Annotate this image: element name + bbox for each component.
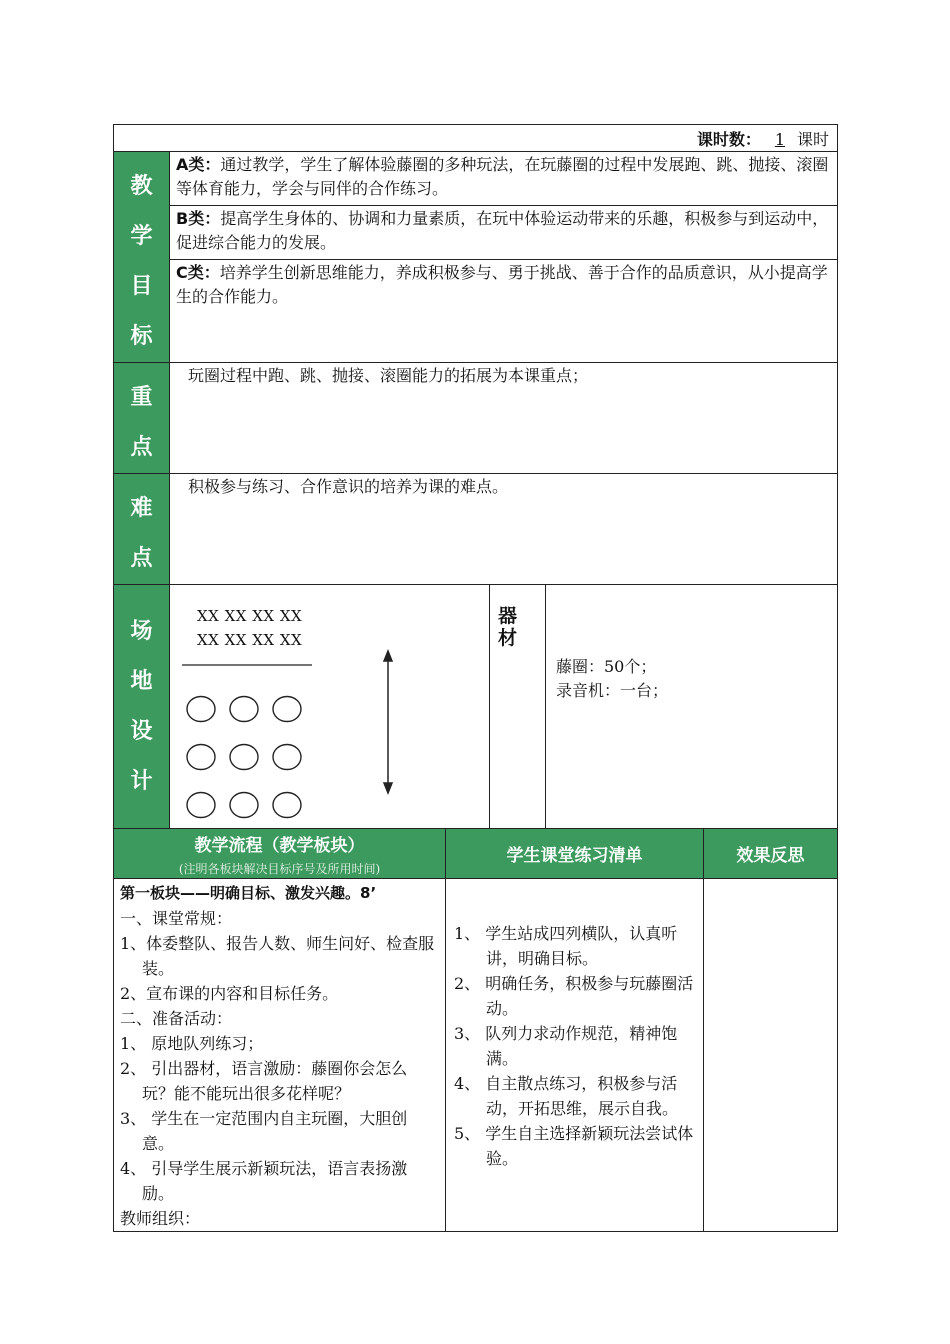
equipment-label: 器 材 <box>490 585 546 829</box>
key-point-text: 玩圈过程中跑、跳、抛接、滚圈能力的拓展为本课重点； <box>170 363 838 474</box>
equipment-item: 藤圈：50个； <box>556 657 657 676</box>
process-header-note: (注明各板块解决目标序号及所用时间) <box>178 861 381 876</box>
list-item: 5、 学生自主选择新颖玩法尝试体验。 <box>454 1124 694 1168</box>
venue-label: 场 地 设 计 <box>114 585 170 829</box>
process-header: 教学流程（教学板块） (注明各板块解决目标序号及所用时间) <box>114 829 446 879</box>
double-arrow <box>384 651 392 793</box>
block1-content: 第一板块——明确目标、激发兴趣。8’ 一、课堂常规： 1、体委整队、报告人数、师生问好、检查服装。 2、宣布课的内容和目标任务。 二、准备活动： 1、 原地队列练习； 2、 引出器材，语言激励：藤圈你会怎么玩？能不能玩出很多花样呢？ 3、 学生在一定范围内自主玩圈，大胆创意。 4、 引导学生展示新颖玩法，语言表扬激励。 教师组织： <box>114 879 446 1232</box>
reflection-cell <box>704 879 838 1232</box>
field-drawing <box>170 585 488 827</box>
hoop <box>230 745 258 770</box>
objectives-label: 教 学 目 标 <box>114 152 170 363</box>
student-practice-header: 学生课堂练习清单 <box>446 829 704 879</box>
equipment-item: 录音机：一台； <box>556 681 669 700</box>
list-item: 1、 学生站成四列横队，认真听讲，明确目标。 <box>454 924 678 968</box>
formation-row-1: XX XX XX XX <box>197 607 303 625</box>
hours-row <box>114 125 838 152</box>
hoop <box>273 745 301 770</box>
formation-row-2: XX XX XX XX <box>197 631 303 649</box>
lesson-table <box>113 124 838 1232</box>
hoop <box>187 745 215 770</box>
venue-diagram-cell <box>170 585 490 829</box>
hours-value: 1 <box>774 129 786 149</box>
hoop <box>230 697 258 722</box>
hoop <box>230 793 258 818</box>
list-item: 4、 自主散点练习，积极参与活动，开拓思维，展示自我。 <box>454 1074 679 1118</box>
list-item: 3、 队列力求动作规范，精神饱满。 <box>454 1024 678 1068</box>
block1-title: 第一板块——明确目标、激发兴趣。8’ <box>120 884 377 902</box>
hoop <box>187 697 215 722</box>
hours-label: 课时数： <box>696 129 761 149</box>
key-point-label: 重 点 <box>114 363 170 474</box>
hoop <box>187 793 215 818</box>
hoop <box>273 793 301 818</box>
reflection-header: 效果反思 <box>704 829 838 879</box>
equipment-list <box>546 585 838 829</box>
objective-a: A类：通过教学，学生了解体验藤圈的多种玩法，在玩藤圈的过程中发展跑、跳、抛接、滚圈等体育能力，学会与同伴的合作练习。 <box>170 152 838 206</box>
objective-c: C类：培养学生创新思维能力，养成积极参与、勇于挑战、善于合作的品质意识，从小提高学生的合作能力。 <box>170 259 838 362</box>
hours-unit: 课时 <box>797 129 830 149</box>
objective-b: B类：提高学生身体的、协调和力量素质，在玩中体验运动带来的乐趣，积极参与到运动中，促进综合能力的发展。 <box>170 205 838 259</box>
venue-diagram <box>170 585 488 827</box>
student-practice-list <box>446 879 704 1232</box>
list-item: 2、 明确任务，积极参与玩藤圈活动。 <box>454 974 694 1018</box>
hoop-grid <box>187 697 301 818</box>
difficulty-text: 积极参与练习、合作意识的培养为课的难点。 <box>170 474 838 585</box>
lesson-plan <box>113 124 837 1232</box>
hoop <box>273 697 301 722</box>
difficulty-label: 难 点 <box>114 474 170 585</box>
